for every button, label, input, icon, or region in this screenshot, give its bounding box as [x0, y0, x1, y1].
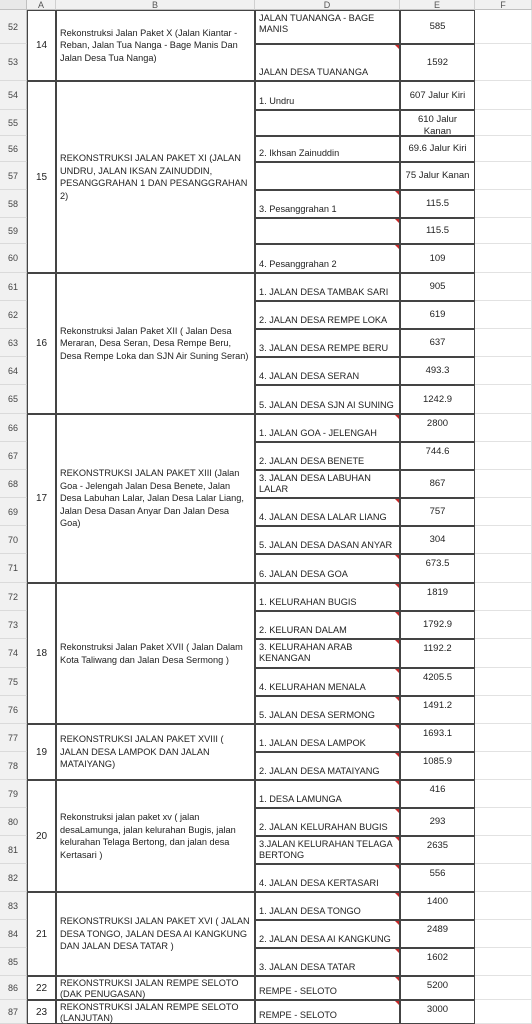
- empty-cell-f[interactable]: [475, 110, 532, 136]
- length-value: 585: [429, 21, 446, 32]
- comment-indicator-icon: [395, 837, 399, 841]
- length-value: 115.5: [425, 225, 450, 236]
- length-value: 1400: [426, 896, 449, 907]
- row-header[interactable]: 56: [0, 136, 27, 162]
- empty-cell-f[interactable]: [475, 526, 532, 554]
- length-value-cell[interactable]: [400, 442, 475, 470]
- length-value-cell[interactable]: [400, 190, 475, 218]
- length-value-cell[interactable]: [400, 162, 475, 190]
- road-name-cell[interactable]: 2. Ikhsan Zainuddin: [255, 136, 400, 162]
- comment-indicator-icon: [395, 415, 399, 419]
- length-value: 1693.1: [422, 728, 453, 739]
- item-number-cell[interactable]: 23: [27, 1000, 56, 1024]
- column-header-a[interactable]: A: [27, 0, 56, 10]
- column-header-e[interactable]: E: [400, 0, 475, 10]
- column-header-f[interactable]: F: [475, 0, 532, 10]
- length-value-cell[interactable]: [400, 808, 475, 836]
- project-description-cell[interactable]: REKONSTRUKSI JALAN PAKET XVI ( JALAN DESA TONGO, JALAN DESA AI KANGKUNG DAN JALAN DESA TATAR ): [56, 892, 255, 976]
- empty-cell-f[interactable]: [475, 752, 532, 780]
- length-value-cell[interactable]: [400, 639, 475, 668]
- comment-indicator-icon: [395, 893, 399, 897]
- row-header[interactable]: 57: [0, 162, 27, 190]
- comment-indicator-icon: [395, 977, 399, 981]
- length-value: 416: [429, 784, 446, 795]
- road-name-cell[interactable]: [255, 162, 400, 190]
- comment-indicator-icon: [395, 499, 399, 503]
- row-header[interactable]: 77: [0, 724, 27, 752]
- row-header[interactable]: 86: [0, 976, 27, 1000]
- length-value: 619: [429, 309, 446, 320]
- length-value: 293: [429, 816, 446, 827]
- length-value-cell[interactable]: [400, 892, 475, 920]
- row-header[interactable]: 59: [0, 218, 27, 244]
- road-name-cell[interactable]: 2. JALAN DESA MATAIYANG: [255, 752, 400, 780]
- length-value: 637: [429, 337, 446, 348]
- length-value-cell[interactable]: [400, 470, 475, 498]
- empty-cell-f[interactable]: [475, 780, 532, 808]
- road-name-cell[interactable]: 3. JALAN DESA REMPE BERU: [255, 329, 400, 357]
- length-value: 607 Jalur Kiri: [409, 89, 466, 101]
- road-name-cell[interactable]: 4. JALAN DESA SERAN: [255, 357, 400, 385]
- row-header[interactable]: 65: [0, 385, 27, 414]
- length-value: 1819: [426, 587, 449, 598]
- length-value-cell[interactable]: [400, 948, 475, 976]
- row-header[interactable]: 82: [0, 864, 27, 892]
- empty-cell-f[interactable]: [475, 329, 532, 357]
- road-name-cell[interactable]: 1. Undru: [255, 81, 400, 110]
- project-description-cell[interactable]: Rekonstruksi Jalan Paket X (Jalan Kiantar - Reban, Jalan Tua Nanga - Bage Manis Dan Jalan Desa Tua Nanga): [56, 10, 255, 81]
- comment-indicator-icon: [395, 725, 399, 729]
- length-value: 115.5: [425, 198, 450, 209]
- road-name-cell[interactable]: 4. Pesanggrahan 2: [255, 244, 400, 273]
- length-value-cell[interactable]: [400, 357, 475, 385]
- road-name-cell[interactable]: 1. JALAN GOA - JELENGAH: [255, 414, 400, 442]
- empty-cell-f[interactable]: [475, 864, 532, 892]
- length-value: 109: [429, 252, 446, 264]
- empty-cell-f[interactable]: [475, 1000, 532, 1024]
- road-name-cell[interactable]: 1. JALAN DESA TONGO: [255, 892, 400, 920]
- select-all-corner[interactable]: [0, 0, 27, 10]
- comment-indicator-icon: [395, 1001, 399, 1005]
- empty-cell-f[interactable]: [475, 10, 532, 44]
- length-value-cell[interactable]: [400, 301, 475, 329]
- comment-indicator-icon: [395, 555, 399, 559]
- comment-indicator-icon: [395, 865, 399, 869]
- road-name-cell[interactable]: 3. JALAN DESA TATAR: [255, 948, 400, 976]
- row-header[interactable]: 64: [0, 357, 27, 385]
- empty-cell-f[interactable]: [475, 385, 532, 414]
- road-name-cell[interactable]: 6. JALAN DESA GOA: [255, 554, 400, 583]
- row-header[interactable]: 68: [0, 470, 27, 498]
- comment-indicator-icon: [395, 669, 399, 673]
- row-header[interactable]: 73: [0, 611, 27, 639]
- project-description-cell[interactable]: REKONSTRUKSI JALAN PAKET XVIII ( JALAN DESA LAMPOK DAN JALAN MATAIYANG): [56, 724, 255, 780]
- road-name-cell[interactable]: 4. KELURAHAN MENALA: [255, 668, 400, 696]
- empty-cell-f[interactable]: [475, 976, 532, 1000]
- length-value: 2800: [426, 418, 449, 429]
- comment-indicator-icon: [395, 921, 399, 925]
- row-header[interactable]: 62: [0, 301, 27, 329]
- length-value: 1192.2: [423, 643, 452, 654]
- length-value-cell[interactable]: [400, 244, 475, 273]
- comment-indicator-icon: [395, 45, 399, 49]
- comment-indicator-icon: [395, 612, 399, 616]
- length-value: 2489: [426, 924, 449, 935]
- item-number-cell[interactable]: 21: [27, 892, 56, 976]
- item-number-cell[interactable]: 14: [27, 10, 56, 81]
- length-value-cell[interactable]: [400, 10, 475, 44]
- length-value-cell[interactable]: [400, 136, 475, 162]
- length-value: 3000: [426, 1004, 449, 1015]
- length-value: 556: [429, 868, 446, 879]
- length-value: 1085.9: [422, 756, 453, 767]
- row-header[interactable]: 85: [0, 948, 27, 976]
- comment-indicator-icon: [395, 753, 399, 757]
- comment-indicator-icon: [395, 809, 399, 813]
- road-name-cell[interactable]: 3. KELURAHAN ARAB KENANGAN: [255, 639, 400, 668]
- empty-cell-f[interactable]: [475, 808, 532, 836]
- column-header-b[interactable]: B: [56, 0, 255, 10]
- row-header[interactable]: 55: [0, 110, 27, 136]
- row-header[interactable]: 69: [0, 498, 27, 526]
- project-description-cell[interactable]: REKONSTRUKSI JALAN PAKET XIII (Jalan Goa - Jelengah Jalan Desa Benete, Jalan Desa Labuhan Lalar, Jalan Desa Lalar Liang, Jalan Desa Dasan Anyar Dan Jalan Desa Goa): [56, 414, 255, 583]
- road-name-cell[interactable]: 4. JALAN DESA KERTASARI: [255, 864, 400, 892]
- empty-cell-f[interactable]: [475, 190, 532, 218]
- empty-cell-f[interactable]: [475, 920, 532, 948]
- row-header[interactable]: 70: [0, 526, 27, 554]
- length-value: 1602: [426, 952, 449, 963]
- item-number-cell[interactable]: 22: [27, 976, 56, 1000]
- length-value: 1242.9: [422, 393, 453, 405]
- row-header[interactable]: 52: [0, 10, 27, 44]
- row-header[interactable]: 61: [0, 273, 27, 301]
- comment-indicator-icon: [395, 191, 399, 195]
- length-value-cell[interactable]: [400, 611, 475, 639]
- project-description-cell[interactable]: REKONSTRUKSI JALAN PAKET XI (JALAN UNDRU, JALAN IKSAN ZAINUDDIN, PESANGGRAHAN 1 DAN PESANGGRAHAN 2): [56, 81, 255, 273]
- empty-cell-f[interactable]: [475, 218, 532, 244]
- length-value: 5200: [426, 980, 449, 991]
- road-name-cell[interactable]: 2. JALAN KELURAHAN BUGIS: [255, 808, 400, 836]
- column-header-d[interactable]: D: [255, 0, 400, 10]
- empty-cell-f[interactable]: [475, 948, 532, 976]
- row-header[interactable]: 63: [0, 329, 27, 357]
- item-number-cell[interactable]: 18: [27, 583, 56, 724]
- row-header[interactable]: 67: [0, 442, 27, 470]
- item-number-cell[interactable]: 20: [27, 780, 56, 892]
- comment-indicator-icon: [395, 219, 399, 223]
- road-name-cell[interactable]: 5. JALAN DESA DASAN ANYAR: [255, 526, 400, 554]
- row-header[interactable]: 60: [0, 244, 27, 273]
- comment-indicator-icon: [395, 640, 399, 644]
- length-value-cell[interactable]: [400, 920, 475, 948]
- empty-cell-f[interactable]: [475, 554, 532, 583]
- road-name-cell[interactable]: [255, 110, 400, 136]
- row-header[interactable]: 83: [0, 892, 27, 920]
- empty-cell-f[interactable]: [475, 273, 532, 301]
- length-value-cell[interactable]: [400, 81, 475, 110]
- row-header[interactable]: 81: [0, 836, 27, 864]
- empty-cell-f[interactable]: [475, 498, 532, 526]
- row-header[interactable]: 71: [0, 554, 27, 583]
- item-number-cell[interactable]: 17: [27, 414, 56, 583]
- road-name-cell[interactable]: 5. JALAN DESA SJN AI SUNING: [255, 385, 400, 414]
- empty-cell-f[interactable]: [475, 668, 532, 696]
- project-description-cell[interactable]: Rekonstruksi Jalan Paket XVII ( Jalan Dalam Kota Taliwang dan Jalan Desa Sermong ): [56, 583, 255, 724]
- road-name-cell[interactable]: 3.JALAN KELURAHAN TELAGA BERTONG: [255, 836, 400, 864]
- row-header[interactable]: 72: [0, 583, 27, 611]
- length-value: 4205.5: [422, 672, 453, 683]
- empty-cell-f[interactable]: [475, 611, 532, 639]
- empty-cell-f[interactable]: [475, 81, 532, 110]
- length-value: 673.5: [425, 558, 450, 569]
- road-name-cell[interactable]: 1. JALAN DESA LAMPOK: [255, 724, 400, 752]
- road-name-cell[interactable]: REMPE - SELOTO: [255, 1000, 400, 1024]
- road-name-cell[interactable]: 1. DESA LAMUNGA: [255, 780, 400, 808]
- empty-cell-f[interactable]: [475, 470, 532, 498]
- length-value-cell[interactable]: [400, 836, 475, 864]
- empty-cell-f[interactable]: [475, 696, 532, 724]
- length-value-cell[interactable]: [400, 976, 475, 1000]
- length-value-cell[interactable]: [400, 864, 475, 892]
- length-value: 75 Jalur Kanan: [405, 170, 470, 181]
- length-value-cell[interactable]: [400, 1000, 475, 1024]
- comment-indicator-icon: [395, 697, 399, 701]
- project-description-cell[interactable]: Rekonstruksi Jalan Paket XII ( Jalan Desa Meraran, Desa Seran, Desa Rempe Beru, Desa Rempe Loka dan SJN Air Suning Seran): [56, 273, 255, 414]
- empty-cell-f[interactable]: [475, 639, 532, 668]
- road-name-cell[interactable]: 2. KELURAN DALAM: [255, 611, 400, 639]
- row-header[interactable]: 54: [0, 81, 27, 110]
- empty-cell-f[interactable]: [475, 244, 532, 273]
- row-header[interactable]: 87: [0, 1000, 27, 1024]
- empty-cell-f[interactable]: [475, 414, 532, 442]
- empty-cell-f[interactable]: [475, 724, 532, 752]
- length-value-cell[interactable]: [400, 696, 475, 724]
- road-name-cell[interactable]: 5. JALAN DESA SERMONG: [255, 696, 400, 724]
- empty-cell-f[interactable]: [475, 136, 532, 162]
- length-value-cell[interactable]: [400, 526, 475, 554]
- empty-cell-f[interactable]: [475, 162, 532, 190]
- road-name-cell[interactable]: JALAN TUANANGA - BAGE MANIS: [255, 10, 400, 44]
- road-name-cell[interactable]: [255, 218, 400, 244]
- length-value: 867: [429, 478, 446, 489]
- empty-cell-f[interactable]: [475, 583, 532, 611]
- road-name-cell[interactable]: 2. JALAN DESA BENETE: [255, 442, 400, 470]
- row-header[interactable]: 76: [0, 696, 27, 724]
- road-name-cell[interactable]: 4. JALAN DESA LALAR LIANG: [255, 498, 400, 526]
- road-name-cell[interactable]: 2. JALAN DESA REMPE LOKA: [255, 301, 400, 329]
- project-description-cell[interactable]: REKONSTRUKSI JALAN REMPE SELOTO (DAK PENUGASAN): [56, 976, 255, 1000]
- road-name-cell[interactable]: REMPE - SELOTO: [255, 976, 400, 1000]
- length-value: 757: [429, 506, 446, 517]
- length-value: 2635: [426, 840, 449, 851]
- road-name-cell[interactable]: 1. KELURAHAN BUGIS: [255, 583, 400, 611]
- length-value-cell[interactable]: [400, 44, 475, 81]
- road-name-cell[interactable]: 3. Pesanggrahan 1: [255, 190, 400, 218]
- row-header[interactable]: 53: [0, 44, 27, 81]
- item-number-cell[interactable]: 15: [27, 81, 56, 273]
- comment-indicator-icon: [395, 584, 399, 588]
- comment-indicator-icon: [395, 781, 399, 785]
- empty-cell-f[interactable]: [475, 836, 532, 864]
- length-value: 1792.9: [422, 619, 453, 630]
- empty-cell-f[interactable]: [475, 357, 532, 385]
- length-value: 1592: [426, 56, 449, 68]
- length-value-cell[interactable]: [400, 273, 475, 301]
- comment-indicator-icon: [395, 245, 399, 249]
- length-value-cell[interactable]: [400, 668, 475, 696]
- length-value-cell[interactable]: [400, 414, 475, 442]
- road-name-cell[interactable]: JALAN DESA TUANANGA: [255, 44, 400, 81]
- length-value: 493.3: [425, 365, 450, 376]
- row-header[interactable]: 78: [0, 752, 27, 780]
- length-value: 1491.2: [422, 700, 453, 711]
- road-name-cell[interactable]: 2. JALAN DESA AI KANGKUNG: [255, 920, 400, 948]
- empty-cell-f[interactable]: [475, 44, 532, 81]
- road-name-cell[interactable]: 3. JALAN DESA LABUHAN LALAR: [255, 470, 400, 498]
- project-description-cell[interactable]: Rekonstruksi jalan paket xv ( jalan desaLamunga, jalan kelurahan Bugis, jalan kelurahan Telaga Bertong, dan jalan desa Kertasari ): [56, 780, 255, 892]
- length-value-cell[interactable]: [400, 385, 475, 414]
- row-header[interactable]: 80: [0, 808, 27, 836]
- empty-cell-f[interactable]: [475, 442, 532, 470]
- comment-indicator-icon: [395, 949, 399, 953]
- row-header[interactable]: 79: [0, 780, 27, 808]
- row-header[interactable]: 74: [0, 639, 27, 668]
- row-header[interactable]: 66: [0, 414, 27, 442]
- length-value-cell[interactable]: [400, 752, 475, 780]
- length-value: 304: [429, 534, 446, 545]
- length-value-cell[interactable]: [400, 329, 475, 357]
- length-value-cell[interactable]: [400, 110, 475, 136]
- empty-cell-f[interactable]: [475, 301, 532, 329]
- empty-cell-f[interactable]: [475, 892, 532, 920]
- item-number-cell[interactable]: 16: [27, 273, 56, 414]
- length-value-cell[interactable]: [400, 724, 475, 752]
- row-header[interactable]: 58: [0, 190, 27, 218]
- length-value: 905: [429, 281, 446, 292]
- item-number-cell[interactable]: 19: [27, 724, 56, 780]
- road-name-cell[interactable]: 1. JALAN DESA TAMBAK SARI: [255, 273, 400, 301]
- length-value: 69.6 Jalur Kiri: [408, 143, 467, 154]
- row-header[interactable]: 84: [0, 920, 27, 948]
- length-value-cell[interactable]: [400, 218, 475, 244]
- length-value: 610 Jalur Kanan: [417, 114, 458, 136]
- length-value-cell[interactable]: [400, 780, 475, 808]
- project-description-cell[interactable]: REKONSTRUKSI JALAN REMPE SELOTO (LANJUTAN): [56, 1000, 255, 1024]
- length-value-cell[interactable]: [400, 554, 475, 583]
- length-value-cell[interactable]: [400, 583, 475, 611]
- length-value-cell[interactable]: [400, 498, 475, 526]
- length-value: 744.6: [425, 446, 450, 457]
- row-header[interactable]: 75: [0, 668, 27, 696]
